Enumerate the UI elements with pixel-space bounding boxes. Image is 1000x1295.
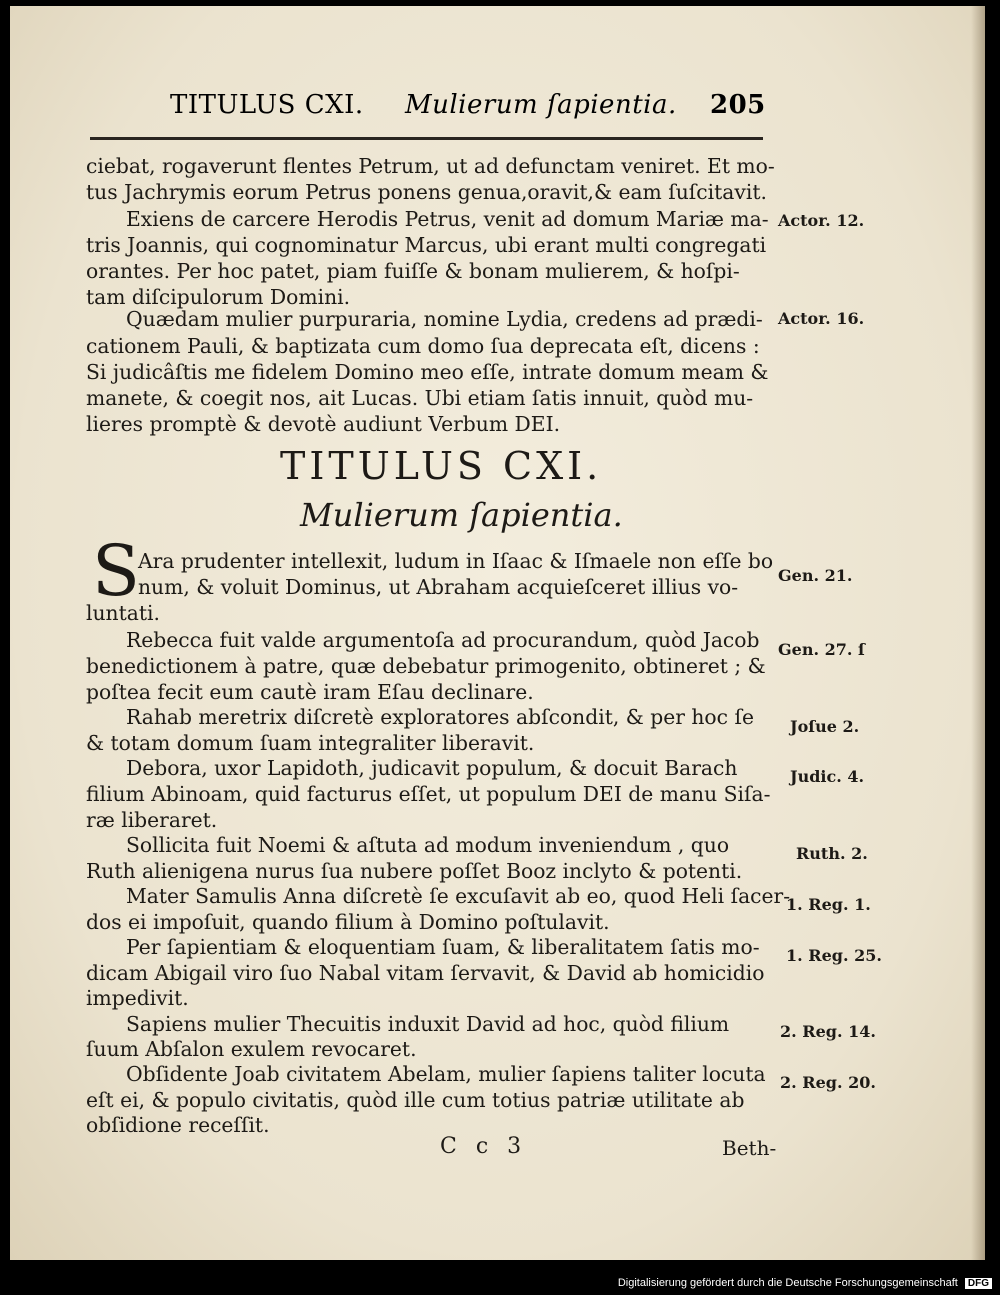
text-line: ræ liberaret. [86, 808, 218, 832]
text-line: lieres promptè & devotè audiunt Verbum DEI. [86, 412, 561, 436]
text-line: cationem Pauli, & baptizata cum domo ſua deprecata eſt, dicens : [86, 334, 760, 358]
margin-note: Gen. 21. [778, 566, 853, 585]
digitization-credit [618, 1277, 992, 1289]
margin-note: 1. Reg. 1. [786, 895, 871, 914]
margin-note: 1. Reg. 25. [786, 946, 882, 965]
margin-note: Judic. 4. [790, 767, 865, 786]
text-line: num, & voluit Dominus, ut Abraham acquieſceret illius vo- [138, 575, 739, 599]
text-line: orantes. Per hoc patet, piam fuiſſe & bonam mulierem, & hoſpi- [86, 259, 740, 283]
running-header [170, 90, 770, 130]
dfg-logo: DFG [965, 1278, 992, 1289]
text-line: ciebat, rogaverunt flentes Petrum, ut ad defunctam veniret. Et mo- [86, 154, 775, 178]
section-title: TITULUS CXI. [280, 444, 603, 488]
text-line: Exiens de carcere Herodis Petrus, venit ad domum Mariæ ma- [126, 207, 769, 231]
margin-note: 2. Reg. 20. [780, 1073, 876, 1092]
text-line: poſtea fecit eum cautè iram Eſau declinare. [86, 680, 534, 704]
text-line: ſuum Abſalon exulem revocaret. [86, 1037, 417, 1061]
text-line: tam diſcipulorum Domini. [86, 285, 351, 309]
credit-text: Digitalisierung gefördert durch die Deutsche Forschungsgemeinschaft [617, 1277, 958, 1289]
header-title: TITULUS CXI. [170, 90, 364, 120]
text-line: eſt ei, & populo civitatis, quòd ille cum totius patriæ utilitate ab [86, 1088, 745, 1112]
text-line: tus Jachrymis eorum Petrus ponens genua,oravit,& eam ſuſcitavit. [86, 180, 767, 204]
header-subtitle: Mulierum ſapientia. [405, 90, 677, 120]
text-line: dicam Abigail viro ſuo Nabal vitam ſervavit, & David ab homicidio [86, 961, 765, 985]
text-line: Mater Samulis Anna diſcretè ſe excuſavit ab eo, quod Heli ſacer- [126, 884, 791, 908]
text-line: Sollicita fuit Noemi & aſtuta ad modum inveniendum , quo [126, 833, 730, 857]
text-line: & totam domum ſuam integraliter liberavit. [86, 731, 535, 755]
text-line: Per ſapientiam & eloquentiam ſuam, & liberalitatem ſatis mo- [126, 935, 760, 959]
margin-note: 2. Reg. 14. [780, 1022, 876, 1041]
text-line: Sapiens mulier Thecuitis induxit David ad hoc, quòd filium [126, 1012, 730, 1036]
text-line: manete, & coegit nos, ait Lucas. Ubi etiam ſatis innuit, quòd mu- [86, 386, 754, 410]
text-line: Quædam mulier purpuraria, nomine Lydia, credens ad prædi- [126, 307, 763, 331]
text-line: dos ei impoſuit, quando filium à Domino poſtulavit. [86, 910, 610, 934]
section-subtitle: Mulierum ſapientia. [300, 496, 623, 534]
margin-note: Gen. 27. ſ [778, 640, 865, 659]
text-line: Rahab meretrix diſcretè exploratores abſcondit, & per hoc ſe [126, 705, 754, 729]
catchword: Beth- [722, 1136, 777, 1160]
margin-note: Actor. 16. [778, 309, 865, 328]
header-rule [90, 137, 763, 140]
drop-cap: S [92, 530, 140, 612]
page-number: 205 [710, 90, 766, 120]
signature-mark: C c 3 [440, 1134, 528, 1159]
margin-note: Joſue 2. [790, 717, 860, 736]
margin-note: Ruth. 2. [796, 844, 868, 863]
text-line: obſidione receſſit. [86, 1113, 270, 1137]
text-line: benedictionem à patre, quæ debebatur primogenito, obtineret ; & [86, 654, 766, 678]
text-line: Debora, uxor Lapidoth, judicavit populum, & docuit Barach [126, 756, 738, 780]
text-line: Ara prudenter intellexit, ludum in Iſaac & Iſmaele non eſſe bo [138, 549, 774, 573]
text-line: Ruth alienigena nurus ſua nubere poſſet Booz inclyto & potenti. [86, 859, 743, 883]
text-line: Obſidente Joab civitatem Abelam, mulier ſapiens taliter locuta [126, 1062, 766, 1086]
text-line: Rebecca fuit valde argumentoſa ad procurandum, quòd Jacob [126, 628, 760, 652]
book-page [10, 6, 985, 1260]
text-line: luntati. [86, 601, 160, 625]
text-line: tris Joannis, qui cognominatur Marcus, ubi erant multi congregati [86, 233, 767, 257]
text-line: filium Abinoam, quid facturus eſſet, ut populum DEI de manu Siſa- [86, 782, 771, 806]
text-line: impedivit. [86, 986, 189, 1010]
text-line: Si judicâſtis me fidelem Domino meo eſſe, intrate domum meam & [86, 360, 769, 384]
margin-note: Actor. 12. [778, 211, 865, 230]
